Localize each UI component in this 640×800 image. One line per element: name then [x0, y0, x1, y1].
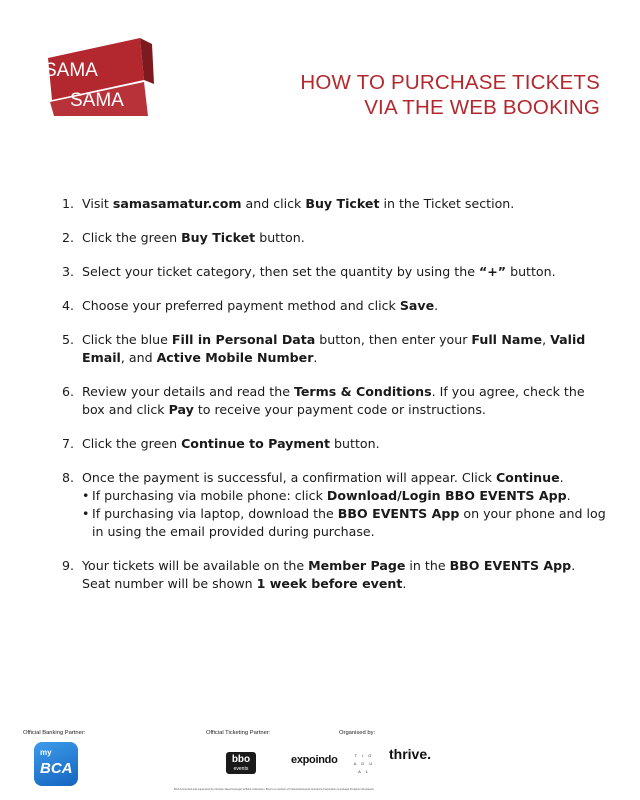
- thrive-logo: thrive.: [389, 746, 432, 762]
- step-item: [46, 229, 606, 247]
- text-run: on your phone and log in using the email provided during purchase.: [92, 506, 606, 539]
- step-item: [46, 435, 606, 453]
- bbo-logo-name: bbo: [231, 754, 251, 765]
- bbo-logo-sub: events: [233, 766, 249, 772]
- text-run: .: [313, 350, 318, 365]
- bold-text: Fill in Personal Data: [171, 332, 316, 347]
- logo-line-1: SAMA: [44, 60, 98, 81]
- step-item: [46, 263, 606, 281]
- bullet-icon: •: [82, 506, 90, 521]
- step-number: 5.: [61, 332, 74, 347]
- bold-text: Download/Login BBO EVENTS App: [326, 488, 567, 503]
- step-text: [82, 297, 606, 315]
- step-number: 8.: [61, 470, 74, 485]
- step-bullet: [82, 505, 606, 541]
- mybca-logo-name: BCA: [40, 760, 73, 777]
- legal-fineprint: BCA is licensed and supervised by Otoritas Jasa Keuangan & Bank Indonesia • BCA is a member of Indonesia Deposit Insurance Corporation (Lembaga Penjamin Simpanan): [174, 788, 374, 791]
- mybca-logo: [34, 742, 78, 786]
- text-run: Review your details and read the: [82, 384, 294, 399]
- step-text: [82, 469, 606, 541]
- step-main-line: [82, 331, 606, 367]
- bold-text: Continue to Payment: [181, 436, 331, 451]
- text-run: If purchasing via mobile phone: click: [92, 488, 327, 503]
- text-run: in the Ticket section.: [379, 196, 515, 211]
- bold-text: samasamatur.com: [112, 196, 242, 211]
- title-line-2: VIA THE WEB BOOKING: [364, 96, 600, 119]
- bullet-icon: •: [82, 488, 90, 503]
- text-run: .: [571, 558, 576, 573]
- text-run: Visit: [82, 196, 113, 211]
- tiga-dua-satu-logo: T I G A D U A 1: [353, 753, 375, 774]
- bullet-text: [92, 487, 571, 505]
- text-run: Once the payment is successful, a confirmation will appear. Click: [82, 470, 496, 485]
- step-number: 7.: [61, 436, 74, 451]
- text-run: button.: [506, 264, 556, 279]
- bold-text: Valid Email: [82, 332, 586, 365]
- step-text: [82, 263, 606, 281]
- step-number: 3.: [61, 264, 74, 279]
- step-text: [82, 195, 606, 213]
- ticketing-partner-label: Official Ticketing Partner:: [206, 730, 271, 736]
- bold-text: Save: [399, 298, 435, 313]
- step-item: [46, 469, 606, 541]
- step-main-line: [82, 195, 606, 213]
- step-number: 2.: [61, 230, 74, 245]
- step-number: 9.: [61, 558, 74, 573]
- text-run: .: [434, 298, 439, 313]
- expoindo-logo: expoindo: [291, 754, 338, 766]
- instruction-steps: [46, 195, 606, 609]
- text-run: ,: [542, 332, 551, 347]
- bold-text: Active Mobile Number: [156, 350, 314, 365]
- bold-text: Buy Ticket: [305, 196, 380, 211]
- step-item: [46, 331, 606, 367]
- bold-text: BBO EVENTS App: [337, 506, 460, 521]
- mybca-logo-my: my: [40, 748, 52, 757]
- text-run: Your tickets will be available on the: [82, 558, 309, 573]
- bold-text: Buy Ticket: [181, 230, 256, 245]
- text-run: button, then enter your: [315, 332, 472, 347]
- text-run: .: [559, 470, 564, 485]
- text-run: in the: [405, 558, 450, 573]
- bold-text: BBO EVENTS App: [449, 558, 572, 573]
- step-main-line: [82, 263, 606, 281]
- step-text: [82, 557, 606, 593]
- text-run: Click the green: [82, 436, 182, 451]
- text-run: If purchasing via laptop, download the: [92, 506, 338, 521]
- step-text: [82, 229, 606, 247]
- step-main-line: [82, 469, 606, 487]
- step-item: [46, 383, 606, 419]
- text-run: , and: [120, 350, 157, 365]
- text-run: Choose your preferred payment method and click: [82, 298, 400, 313]
- bold-text: Continue: [495, 470, 560, 485]
- text-run: Click the blue: [82, 332, 172, 347]
- step-text: [82, 435, 606, 453]
- step-text: [82, 331, 606, 367]
- step-number: 1.: [61, 196, 74, 211]
- banking-partner-label: Official Banking Partner:: [23, 730, 86, 736]
- step-main-line: [82, 557, 606, 593]
- title-line-1: HOW TO PURCHASE TICKETS: [300, 71, 600, 94]
- bbo-events-logo: [226, 752, 256, 774]
- sama-sama-logo: [40, 36, 155, 118]
- step-text: [82, 383, 606, 419]
- step-item: [46, 195, 606, 213]
- step-item: [46, 297, 606, 315]
- text-run: button.: [255, 230, 305, 245]
- text-run: . If you agree, check the box and click: [82, 384, 585, 417]
- page-title: [300, 70, 600, 120]
- text-run: and click: [241, 196, 306, 211]
- bold-text: Pay: [168, 402, 194, 417]
- text-run: .: [566, 488, 571, 503]
- text-run: to receive your payment code or instructions.: [193, 402, 486, 417]
- bold-text: Member Page: [308, 558, 406, 573]
- text-run: Select your ticket category, then set the quantity by using the: [82, 264, 479, 279]
- text-run: .: [402, 576, 407, 591]
- bold-text: Terms & Conditions: [293, 384, 432, 399]
- organised-by-label: Organised by:: [339, 730, 376, 736]
- text-run: Click the green: [82, 230, 182, 245]
- step-item: [46, 557, 606, 593]
- step-bullet: [82, 487, 606, 505]
- step-main-line: [82, 383, 606, 419]
- step-main-line: [82, 297, 606, 315]
- text-run: button.: [330, 436, 380, 451]
- bullet-text: [92, 505, 606, 541]
- bold-text: “+”: [478, 264, 507, 279]
- text-run: Seat number will be shown: [82, 576, 257, 591]
- step-main-line: [82, 435, 606, 453]
- step-number: 4.: [61, 298, 74, 313]
- bold-text: 1 week before event: [256, 576, 403, 591]
- bold-text: Full Name: [471, 332, 543, 347]
- logo-line-2: SAMA: [70, 90, 124, 111]
- step-number: 6.: [61, 384, 74, 399]
- step-main-line: [82, 229, 606, 247]
